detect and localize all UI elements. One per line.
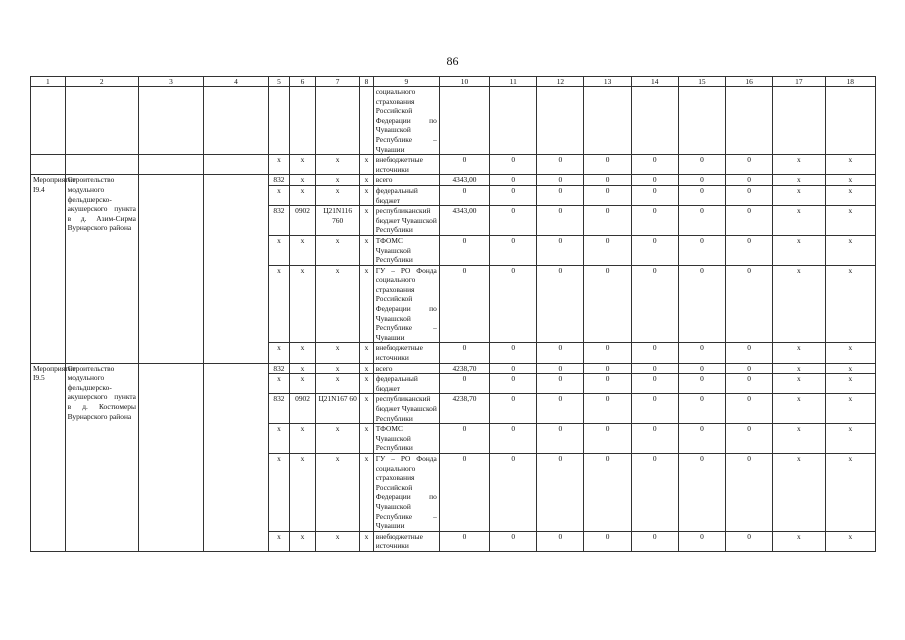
value-cell: х: [825, 175, 875, 186]
value-cell: х: [773, 531, 825, 551]
funding-source: республиканский бюджет Чувашской Республики: [373, 394, 439, 424]
section-code: х: [289, 265, 315, 343]
measure-title: Строительство модульного фельдшерско-акушерского пункта в д. Азим-Сирма Вурнарского района: [65, 175, 138, 363]
funding-source: федеральный бюджет: [373, 374, 439, 394]
value-cell: 0: [631, 206, 678, 236]
value-cell: 0: [584, 155, 631, 175]
empty-cell: [360, 87, 374, 155]
column-number: 18: [825, 77, 875, 87]
funding-source: ГУ – РО Фонда социального страхования Российской Федерации по Чувашской Республике – Чувашии: [373, 453, 439, 531]
value-cell: 0: [678, 424, 725, 454]
grbs-code: х: [268, 453, 289, 531]
value-cell: 4343,00: [439, 175, 489, 186]
section-code: 0902: [289, 394, 315, 424]
section-code: 0902: [289, 206, 315, 236]
funding-source: ГУ – РО Фонда социального страхования Российской Федерации по Чувашской Республике – Чувашии: [373, 265, 439, 343]
value-cell: 0: [537, 175, 584, 186]
value-cell: 0: [631, 343, 678, 363]
value-cell: 0: [490, 531, 537, 551]
value-cell: 0: [678, 374, 725, 394]
value-cell: х: [825, 394, 875, 424]
value-cell: 0: [678, 363, 725, 374]
target-code: х: [316, 424, 360, 454]
column-number: 4: [203, 77, 268, 87]
value-cell: 0: [726, 363, 773, 374]
target-code: х: [316, 175, 360, 186]
value-cell: 0: [490, 175, 537, 186]
value-cell: 0: [678, 235, 725, 265]
value-cell: 0: [726, 453, 773, 531]
value-cell: 0: [537, 453, 584, 531]
column-number: 3: [138, 77, 203, 87]
target-code: х: [316, 235, 360, 265]
value-cell: 0: [490, 235, 537, 265]
target-code: х: [316, 453, 360, 531]
funding-source: федеральный бюджет: [373, 185, 439, 205]
target-code: Ц21N116 760: [316, 206, 360, 236]
expense-type: х: [360, 235, 374, 265]
value-cell: 0: [584, 374, 631, 394]
column-number: 7: [316, 77, 360, 87]
value-cell: 0: [584, 175, 631, 186]
table-row: [31, 363, 876, 374]
value-cell: 0: [439, 155, 489, 175]
empty-cell: [268, 87, 289, 155]
value-cell: 0: [584, 424, 631, 454]
value-cell: 0: [631, 374, 678, 394]
empty-cell: [203, 87, 268, 155]
value-cell: 0: [537, 343, 584, 363]
value-cell: 0: [439, 235, 489, 265]
value-cell: 0: [726, 155, 773, 175]
value-cell: 0: [537, 374, 584, 394]
target-code: х: [316, 374, 360, 394]
funding-source: внебюджетные источники: [373, 343, 439, 363]
grbs-code: 832: [268, 394, 289, 424]
empty-cell: [203, 363, 268, 551]
value-cell: 0: [678, 155, 725, 175]
empty-cell: [138, 87, 203, 155]
funding-source: ТФОМС Чувашской Республики: [373, 235, 439, 265]
value-cell: 0: [726, 374, 773, 394]
empty-cell: [537, 87, 584, 155]
value-cell: 0: [439, 424, 489, 454]
value-cell: 0: [439, 265, 489, 343]
column-number: 6: [289, 77, 315, 87]
value-cell: 0: [678, 265, 725, 343]
value-cell: х: [773, 374, 825, 394]
value-cell: 0: [490, 206, 537, 236]
funding-source: всего: [373, 363, 439, 374]
expense-type: х: [360, 394, 374, 424]
value-cell: х: [825, 185, 875, 205]
column-number: 12: [537, 77, 584, 87]
column-number: 10: [439, 77, 489, 87]
expense-type: х: [360, 453, 374, 531]
value-cell: 0: [584, 363, 631, 374]
column-number: 14: [631, 77, 678, 87]
expense-type: х: [360, 343, 374, 363]
value-cell: 0: [584, 206, 631, 236]
value-cell: 0: [537, 531, 584, 551]
empty-cell: [678, 87, 725, 155]
empty-cell: [490, 87, 537, 155]
empty-cell: [203, 155, 268, 175]
measure-number: Мероприятие I9.5: [31, 363, 66, 551]
value-cell: 0: [631, 453, 678, 531]
value-cell: х: [825, 531, 875, 551]
value-cell: х: [773, 155, 825, 175]
value-cell: 0: [490, 424, 537, 454]
value-cell: х: [825, 453, 875, 531]
value-cell: 0: [537, 424, 584, 454]
section-code: х: [289, 531, 315, 551]
grbs-code: х: [268, 185, 289, 205]
value-cell: 0: [490, 363, 537, 374]
grbs-code: 832: [268, 363, 289, 374]
value-cell: 0: [726, 235, 773, 265]
value-cell: 0: [631, 363, 678, 374]
target-code: х: [316, 155, 360, 175]
value-cell: х: [773, 363, 825, 374]
grbs-code: х: [268, 374, 289, 394]
value-cell: 0: [584, 235, 631, 265]
value-cell: 0: [726, 531, 773, 551]
value-cell: 0: [631, 185, 678, 205]
value-cell: 0: [439, 453, 489, 531]
value-cell: 0: [439, 343, 489, 363]
value-cell: 0: [537, 185, 584, 205]
value-cell: 0: [490, 374, 537, 394]
value-cell: 0: [631, 235, 678, 265]
page-number: 86: [446, 54, 459, 68]
value-cell: 0: [631, 394, 678, 424]
value-cell: х: [825, 206, 875, 236]
grbs-code: х: [268, 424, 289, 454]
section-code: х: [289, 374, 315, 394]
empty-cell: [584, 87, 631, 155]
value-cell: х: [825, 363, 875, 374]
value-cell: 0: [678, 453, 725, 531]
grbs-code: х: [268, 531, 289, 551]
value-cell: 0: [726, 394, 773, 424]
target-code: Ц21N167 60: [316, 394, 360, 424]
funding-source: внебюджетные источники: [373, 155, 439, 175]
empty-cell: [138, 155, 203, 175]
empty-cell: [439, 87, 489, 155]
empty-cell: [31, 155, 66, 175]
empty-cell: [316, 87, 360, 155]
empty-cell: [726, 87, 773, 155]
value-cell: 0: [726, 206, 773, 236]
funding-source: всего: [373, 175, 439, 186]
grbs-code: х: [268, 235, 289, 265]
value-cell: 0: [537, 363, 584, 374]
empty-cell: [138, 175, 203, 363]
value-cell: 0: [631, 531, 678, 551]
budget-table: [30, 76, 876, 552]
section-code: х: [289, 363, 315, 374]
value-cell: 0: [726, 424, 773, 454]
grbs-code: 832: [268, 175, 289, 186]
value-cell: 0: [490, 394, 537, 424]
value-cell: 0: [490, 155, 537, 175]
expense-type: х: [360, 206, 374, 236]
funding-source: ТФОМС Чувашской Республики: [373, 424, 439, 454]
funding-source: республиканский бюджет Чувашской Республики: [373, 206, 439, 236]
value-cell: 0: [490, 453, 537, 531]
value-cell: 0: [537, 394, 584, 424]
section-code: х: [289, 424, 315, 454]
funding-source: социального страхования Российской Федерации по Чувашской Республике – Чувашии: [373, 87, 439, 155]
section-code: х: [289, 235, 315, 265]
empty-cell: [825, 87, 875, 155]
value-cell: 0: [678, 531, 725, 551]
target-code: х: [316, 531, 360, 551]
column-number: 2: [65, 77, 138, 87]
value-cell: 0: [678, 185, 725, 205]
value-cell: 0: [490, 265, 537, 343]
empty-cell: [289, 87, 315, 155]
empty-cell: [773, 87, 825, 155]
section-code: х: [289, 185, 315, 205]
expense-type: х: [360, 424, 374, 454]
column-number: 15: [678, 77, 725, 87]
measure-title: Строительство модульного фельдшерско-акушерского пункта в д. Костюмеры Вурнарского района: [65, 363, 138, 551]
column-number: 8: [360, 77, 374, 87]
value-cell: 0: [584, 265, 631, 343]
value-cell: 0: [631, 155, 678, 175]
target-code: х: [316, 363, 360, 374]
value-cell: 0: [537, 235, 584, 265]
value-cell: х: [773, 206, 825, 236]
value-cell: 0: [537, 265, 584, 343]
value-cell: 0: [490, 343, 537, 363]
value-cell: 0: [678, 175, 725, 186]
grbs-code: 832: [268, 206, 289, 236]
expense-type: х: [360, 185, 374, 205]
value-cell: 0: [537, 155, 584, 175]
section-code: х: [289, 343, 315, 363]
empty-cell: [31, 87, 66, 155]
grbs-code: х: [268, 265, 289, 343]
measure-number: Мероприятие I9.4: [31, 175, 66, 363]
value-cell: х: [825, 265, 875, 343]
value-cell: 0: [439, 374, 489, 394]
value-cell: 0: [678, 206, 725, 236]
empty-cell: [631, 87, 678, 155]
value-cell: 0: [584, 343, 631, 363]
value-cell: 0: [584, 185, 631, 205]
value-cell: х: [825, 343, 875, 363]
value-cell: 4343,00: [439, 206, 489, 236]
expense-type: х: [360, 155, 374, 175]
value-cell: х: [773, 235, 825, 265]
value-cell: х: [825, 155, 875, 175]
empty-cell: [203, 175, 268, 363]
value-cell: х: [773, 343, 825, 363]
empty-cell: [65, 155, 138, 175]
grbs-code: х: [268, 155, 289, 175]
column-number: 1: [31, 77, 66, 87]
value-cell: 0: [490, 185, 537, 205]
column-number: 5: [268, 77, 289, 87]
value-cell: 0: [678, 343, 725, 363]
value-cell: 0: [678, 394, 725, 424]
column-number: 16: [726, 77, 773, 87]
value-cell: 0: [726, 343, 773, 363]
table-row: [31, 155, 876, 175]
target-code: х: [316, 185, 360, 205]
empty-cell: [138, 363, 203, 551]
value-cell: 0: [439, 185, 489, 205]
value-cell: х: [773, 185, 825, 205]
value-cell: 4238,70: [439, 394, 489, 424]
value-cell: 0: [537, 206, 584, 236]
expense-type: х: [360, 531, 374, 551]
header-row: [31, 77, 876, 87]
section-code: х: [289, 175, 315, 186]
section-code: х: [289, 155, 315, 175]
section-code: х: [289, 453, 315, 531]
column-number: 13: [584, 77, 631, 87]
target-code: х: [316, 343, 360, 363]
value-cell: 0: [584, 531, 631, 551]
value-cell: 0: [631, 265, 678, 343]
grbs-code: х: [268, 343, 289, 363]
column-number: 11: [490, 77, 537, 87]
value-cell: 0: [631, 175, 678, 186]
value-cell: 0: [726, 175, 773, 186]
value-cell: 0: [584, 394, 631, 424]
value-cell: х: [773, 265, 825, 343]
value-cell: х: [825, 374, 875, 394]
expense-type: х: [360, 175, 374, 186]
value-cell: х: [825, 424, 875, 454]
expense-type: х: [360, 265, 374, 343]
expense-type: х: [360, 363, 374, 374]
table-row: [31, 87, 876, 155]
value-cell: 0: [631, 424, 678, 454]
value-cell: х: [773, 175, 825, 186]
funding-source: внебюджетные источники: [373, 531, 439, 551]
column-number: 9: [373, 77, 439, 87]
value-cell: 4238,70: [439, 363, 489, 374]
value-cell: х: [825, 235, 875, 265]
value-cell: 0: [584, 453, 631, 531]
column-number: 17: [773, 77, 825, 87]
target-code: х: [316, 265, 360, 343]
value-cell: х: [773, 424, 825, 454]
table-row: [31, 175, 876, 186]
value-cell: 0: [726, 265, 773, 343]
value-cell: х: [773, 453, 825, 531]
value-cell: 0: [439, 531, 489, 551]
empty-cell: [65, 87, 138, 155]
expense-type: х: [360, 374, 374, 394]
value-cell: 0: [726, 185, 773, 205]
value-cell: х: [773, 394, 825, 424]
